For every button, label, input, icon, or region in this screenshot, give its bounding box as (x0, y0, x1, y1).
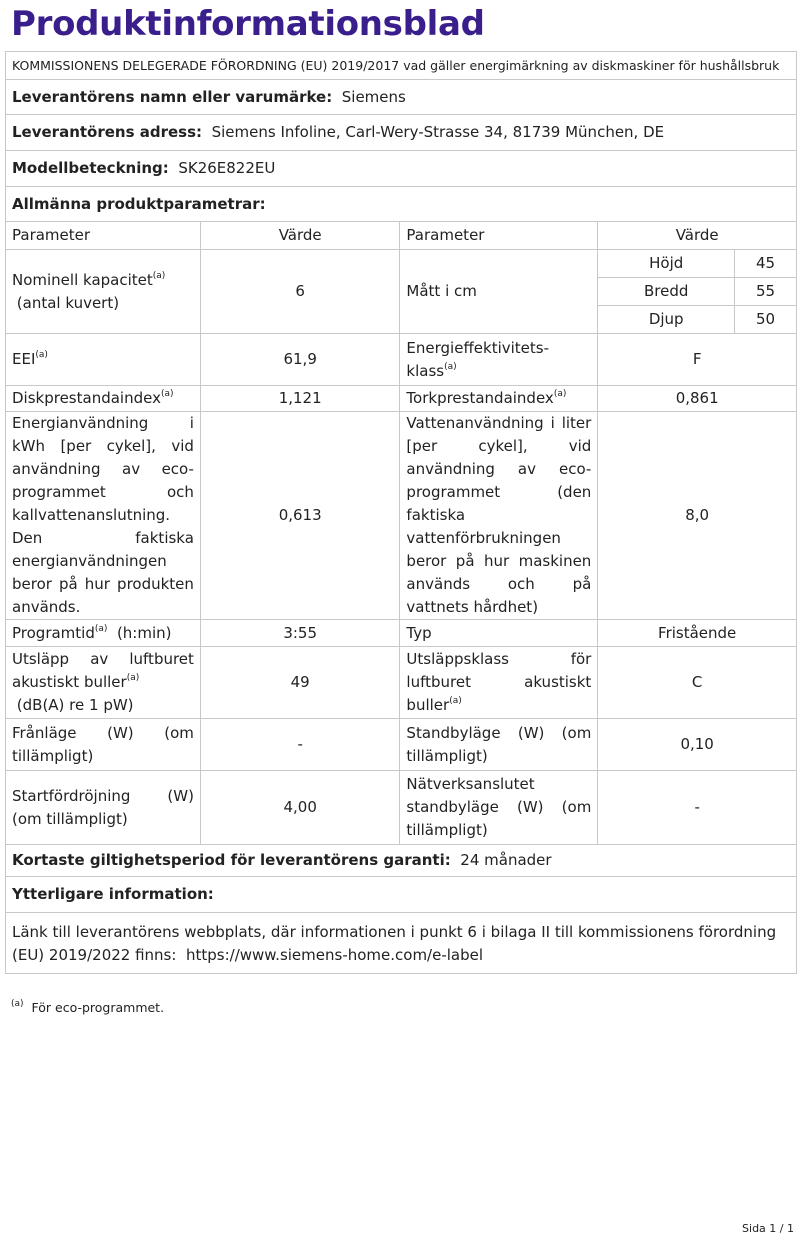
link-text: Länk till leverantörens webbplats, där informationen i punkt 6 i bilaga II till kommissionens förordning (EU) 2019/2022 finns: (12, 923, 777, 964)
delay-start-value: 4,00 (200, 771, 400, 845)
width-value: 55 (735, 278, 797, 306)
supplier-value: Siemens (341, 87, 406, 106)
footnote-text: För eco-programmet. (31, 1000, 165, 1015)
link-url[interactable]: https://www.siemens-home.com/e-label (185, 946, 484, 964)
energy-class-label: Energieffektivitets- klass$^{(a)}$ (400, 334, 598, 386)
noise-class-value: C (598, 647, 797, 719)
standby-label: Standbyläge (W) (om tillämpligt) (400, 719, 598, 771)
energy-use-label: Energianvändning i kWh [per cykel], vid användning av eco-programmet och kallvattenanslutning. Den faktiska energianvändningen beror på hur produkten används. (6, 412, 201, 620)
address-label: Leverantörens adress: (12, 123, 203, 141)
product-table (5, 51, 797, 974)
type-label: Typ (400, 620, 598, 647)
depth-label: Djup (598, 306, 735, 334)
delay-network-row (6, 771, 797, 845)
model-value: SK26E822EU (178, 159, 276, 177)
off-mode-value: - (200, 719, 400, 771)
noise-class-label: Utsläppsklass för luftburet akustiskt buller$^{(a)}$ (400, 647, 598, 719)
network-standby-value: - (598, 771, 797, 845)
dry-index-value: 0,861 (598, 386, 797, 412)
delay-start-label: Startfördröjning (W) (om tillämpligt) (6, 771, 201, 845)
noise-value: 49 (200, 647, 400, 719)
footnote (11, 1000, 164, 1015)
model-label: Modellbeteckning: (12, 159, 169, 177)
width-label: Bredd (598, 278, 735, 306)
capacity-value: 6 (200, 250, 400, 334)
address-row (6, 115, 797, 151)
standby-value: 0,10 (598, 719, 797, 771)
height-label: Höjd (598, 250, 735, 278)
off-mode-label: Frånläge (W) (om tillämpligt) (6, 719, 201, 771)
warranty-row (6, 845, 797, 877)
header-parameter-2: Parameter (400, 222, 598, 250)
supplier-row (6, 80, 797, 115)
eei-value: 61,9 (200, 334, 400, 386)
page-number: Sida 1 / 1 (742, 1222, 794, 1235)
warranty-value: 24 månader (460, 851, 552, 869)
energy-class-value: F (598, 334, 797, 386)
regulation-row (6, 52, 797, 80)
additional-heading: Ytterligare information: (6, 877, 797, 913)
general-params-row (6, 187, 797, 222)
network-standby-label: Nätverksanslutet standbyläge (W) (om tillämpligt) (400, 771, 598, 845)
page-title: Produktinformationsblad (11, 4, 485, 44)
header-row (6, 222, 797, 250)
consumption-row (6, 412, 797, 620)
warranty-label: Kortaste giltighetsperiod för leverantörens garanti: (12, 851, 451, 869)
noise-label: Utsläpp av luftburet akustiskt buller$^{(a)}$ (dB(A) re 1 pW) (6, 647, 201, 719)
link-row (6, 913, 797, 974)
model-row (6, 151, 797, 187)
footnote-mark: (a) (11, 998, 24, 1009)
water-use-value: 8,0 (598, 412, 797, 620)
program-row (6, 620, 797, 647)
program-time-value: 3:55 (200, 620, 400, 647)
energy-use-value: 0,613 (200, 412, 400, 620)
address-value: Siemens Infoline, Carl-Wery-Strasse 34, 81739 München, DE (211, 123, 665, 141)
supplier-label: Leverantörens namn eller varumärke: (12, 87, 333, 106)
general-params-heading: Allmänna produktparametrar: (6, 187, 797, 222)
header-parameter-1: Parameter (6, 222, 201, 250)
regulation-text: KOMMISSIONENS DELEGERADE FÖRORDNING (EU) 2019/2017 vad gäller energimärkning av diskmaskiner för hushållsbruk (6, 52, 797, 80)
off-standby-row (6, 719, 797, 771)
type-value: Fristående (598, 620, 797, 647)
noise-row (6, 647, 797, 719)
index-row (6, 386, 797, 412)
dish-index-label: Diskprestandaindex$^{(a)}$ (6, 386, 201, 412)
header-value-2: Värde (598, 222, 797, 250)
additional-row (6, 877, 797, 913)
capacity-label: Nominell kapacitet$^{(a)}$ (antal kuvert) (6, 250, 201, 334)
water-use-label: Vattenanvändning i liter [per cykel], vid användning av eco-programmet (den faktiska vattenförbrukningen beror på hur maskinen används och på vattnets hårdhet) (400, 412, 598, 620)
capacity-row (6, 250, 797, 278)
height-value: 45 (735, 250, 797, 278)
dish-index-value: 1,121 (200, 386, 400, 412)
dimensions-label: Mått i cm (400, 250, 598, 334)
eei-label: EEI$^{(a)}$ (6, 334, 201, 386)
header-value-1: Värde (200, 222, 400, 250)
program-time-label: Programtid$^{(a)}$ (h:min) (6, 620, 201, 647)
eei-row (6, 334, 797, 386)
dry-index-label: Torkprestandaindex$^{(a)}$ (400, 386, 598, 412)
depth-value: 50 (735, 306, 797, 334)
